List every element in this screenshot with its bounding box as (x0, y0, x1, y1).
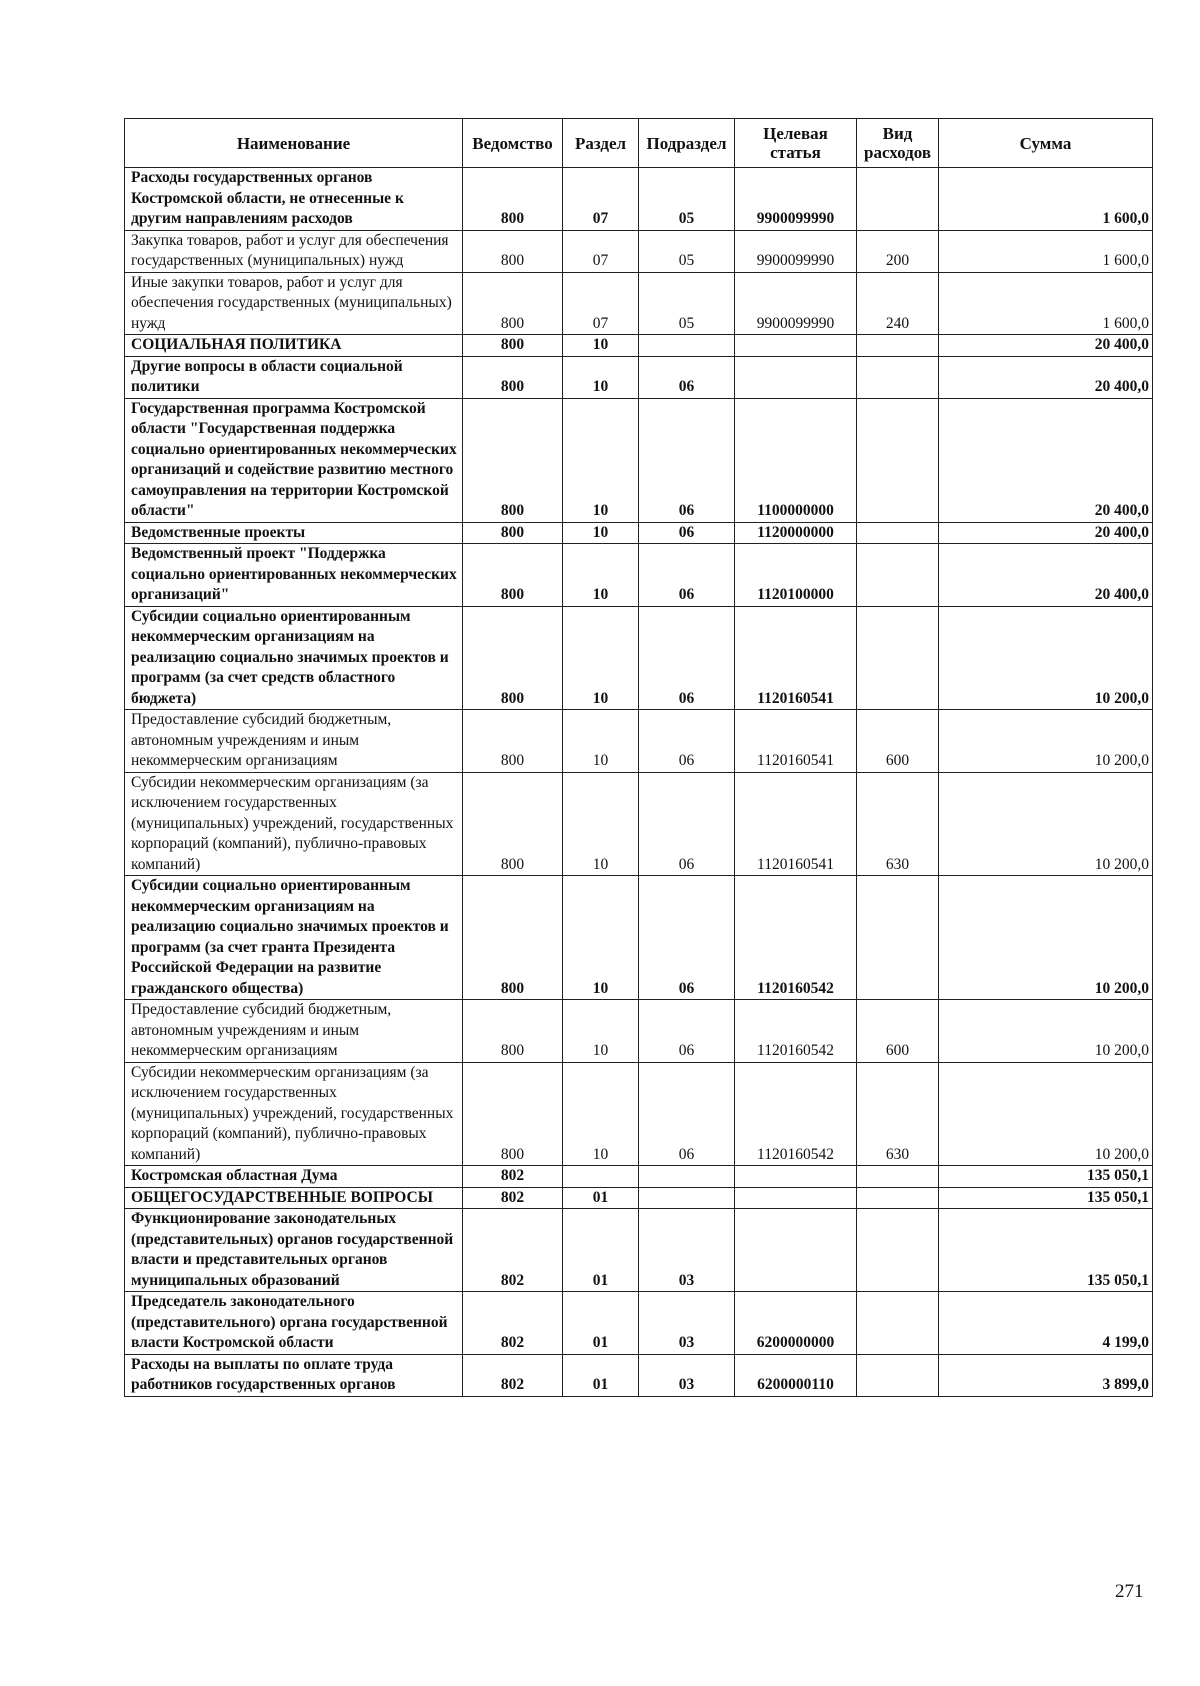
cell-name: Функционирование законодательных (представительных) органов государственной власти и представительных органов муниципальных образований (125, 1209, 463, 1292)
cell-sum: 135 050,1 (939, 1166, 1153, 1188)
cell-target-article (735, 335, 857, 357)
cell-department: 802 (463, 1292, 563, 1355)
cell-name: Иные закупки товаров, работ и услуг для обеспечения государственных (муниципальных) нужд (125, 272, 463, 335)
cell-section: 10 (563, 1062, 639, 1166)
cell-department: 800 (463, 1062, 563, 1166)
cell-target-article: 9900099990 (735, 230, 857, 272)
cell-subsection: 03 (639, 1354, 735, 1396)
cell-subsection (639, 335, 735, 357)
cell-department: 802 (463, 1209, 563, 1292)
cell-subsection: 05 (639, 168, 735, 231)
cell-department: 800 (463, 1000, 563, 1063)
cell-name: ОБЩЕГОСУДАРСТВЕННЫЕ ВОПРОСЫ (125, 1187, 463, 1209)
cell-name: Расходы на выплаты по оплате труда работников государственных органов (125, 1354, 463, 1396)
table-row (125, 710, 1153, 773)
cell-department: 800 (463, 772, 563, 876)
table-row (125, 272, 1153, 335)
cell-sum: 10 200,0 (939, 710, 1153, 773)
header-name: Наименование (125, 119, 463, 168)
table-row (125, 772, 1153, 876)
cell-expense-type: 240 (857, 272, 939, 335)
cell-expense-type: 600 (857, 710, 939, 773)
cell-target-article: 1120160541 (735, 606, 857, 710)
cell-target-article (735, 1166, 857, 1188)
page-number: 271 (1115, 1581, 1144, 1602)
cell-subsection: 06 (639, 544, 735, 607)
cell-expense-type (857, 335, 939, 357)
cell-section: 10 (563, 356, 639, 398)
cell-department: 802 (463, 1354, 563, 1396)
cell-section: 01 (563, 1187, 639, 1209)
cell-department: 800 (463, 356, 563, 398)
table-row (125, 1062, 1153, 1166)
cell-department: 802 (463, 1187, 563, 1209)
cell-sum: 1 600,0 (939, 230, 1153, 272)
cell-expense-type: 600 (857, 1000, 939, 1063)
cell-department: 800 (463, 335, 563, 357)
cell-expense-type (857, 606, 939, 710)
table-row (125, 1000, 1153, 1063)
cell-name: Костромская областная Дума (125, 1166, 463, 1188)
cell-expense-type: 630 (857, 772, 939, 876)
cell-section (563, 1166, 639, 1188)
cell-subsection: 06 (639, 772, 735, 876)
table-row (125, 522, 1153, 544)
cell-name: Другие вопросы в области социальной политики (125, 356, 463, 398)
cell-section: 01 (563, 1292, 639, 1355)
cell-name: Субсидии социально ориентированным некоммерческим организациям на реализацию социально значимых проектов и программ (за счет средств областного бюджета) (125, 606, 463, 710)
cell-department: 800 (463, 272, 563, 335)
cell-subsection: 03 (639, 1292, 735, 1355)
cell-subsection: 06 (639, 876, 735, 1000)
cell-sum: 10 200,0 (939, 1062, 1153, 1166)
cell-target-article: 1120160541 (735, 710, 857, 773)
cell-target-article: 1100000000 (735, 398, 857, 522)
cell-name: Ведомственный проект "Поддержка социально ориентированных некоммерческих организаций" (125, 544, 463, 607)
table-row (125, 544, 1153, 607)
cell-target-article: 9900099990 (735, 168, 857, 231)
cell-department: 800 (463, 710, 563, 773)
cell-name: Расходы государственных органов Костромской области, не отнесенные к другим направлениям расходов (125, 168, 463, 231)
cell-subsection: 05 (639, 272, 735, 335)
cell-target-article: 1120160542 (735, 1062, 857, 1166)
cell-department: 800 (463, 522, 563, 544)
cell-target-article: 9900099990 (735, 272, 857, 335)
cell-department: 802 (463, 1166, 563, 1188)
cell-target-article: 1120100000 (735, 544, 857, 607)
cell-subsection: 06 (639, 398, 735, 522)
cell-subsection: 06 (639, 606, 735, 710)
cell-department: 800 (463, 876, 563, 1000)
cell-target-article (735, 356, 857, 398)
cell-name: Председатель законодательного (представительного) органа государственной власти Костромской области (125, 1292, 463, 1355)
cell-expense-type (857, 1187, 939, 1209)
cell-sum: 135 050,1 (939, 1187, 1153, 1209)
cell-name: Закупка товаров, работ и услуг для обеспечения государственных (муниципальных) нужд (125, 230, 463, 272)
cell-target-article: 1120000000 (735, 522, 857, 544)
cell-target-article: 6200000000 (735, 1292, 857, 1355)
cell-sum: 1 600,0 (939, 272, 1153, 335)
cell-target-article: 1120160541 (735, 772, 857, 876)
cell-target-article (735, 1187, 857, 1209)
cell-section: 10 (563, 544, 639, 607)
table-row (125, 356, 1153, 398)
table-row (125, 398, 1153, 522)
header-subsection: Подраздел (639, 119, 735, 168)
cell-expense-type (857, 1209, 939, 1292)
table-row (125, 606, 1153, 710)
cell-department: 800 (463, 230, 563, 272)
table-row (125, 1209, 1153, 1292)
table-row (125, 876, 1153, 1000)
cell-expense-type (857, 876, 939, 1000)
cell-expense-type (857, 1166, 939, 1188)
cell-name: Субсидии некоммерческим организациям (за исключением государственных (муниципальных) учреждений, государственных корпораций (компаний), публично-правовых компаний) (125, 1062, 463, 1166)
table-row (125, 335, 1153, 357)
cell-section: 07 (563, 272, 639, 335)
cell-sum: 10 200,0 (939, 1000, 1153, 1063)
cell-sum: 20 400,0 (939, 544, 1153, 607)
table-row (125, 1292, 1153, 1355)
cell-name: СОЦИАЛЬНАЯ ПОЛИТИКА (125, 335, 463, 357)
cell-section: 10 (563, 398, 639, 522)
table-row (125, 168, 1153, 231)
cell-section: 10 (563, 606, 639, 710)
cell-name: Ведомственные проекты (125, 522, 463, 544)
cell-sum: 10 200,0 (939, 606, 1153, 710)
cell-subsection: 05 (639, 230, 735, 272)
cell-target-article: 6200000110 (735, 1354, 857, 1396)
cell-expense-type (857, 398, 939, 522)
cell-sum: 20 400,0 (939, 522, 1153, 544)
cell-target-article (735, 1209, 857, 1292)
cell-sum: 10 200,0 (939, 876, 1153, 1000)
cell-sum: 4 199,0 (939, 1292, 1153, 1355)
header-target-article: Целевая статья (735, 119, 857, 168)
cell-section: 07 (563, 168, 639, 231)
header-sum: Сумма (939, 119, 1153, 168)
cell-section: 10 (563, 335, 639, 357)
cell-subsection: 06 (639, 522, 735, 544)
cell-target-article: 1120160542 (735, 876, 857, 1000)
table-header-row (125, 119, 1153, 168)
cell-sum: 20 400,0 (939, 356, 1153, 398)
cell-subsection: 03 (639, 1209, 735, 1292)
cell-sum: 135 050,1 (939, 1209, 1153, 1292)
table-row (125, 1354, 1153, 1396)
cell-name: Государственная программа Костромской области "Государственная поддержка социально ориентированных некоммерческих организаций и содействие развитию местного самоуправления на территории Костромской области" (125, 398, 463, 522)
cell-sum: 10 200,0 (939, 772, 1153, 876)
cell-subsection: 06 (639, 1000, 735, 1063)
cell-department: 800 (463, 544, 563, 607)
cell-expense-type (857, 356, 939, 398)
budget-table (124, 118, 1153, 1397)
cell-section: 01 (563, 1209, 639, 1292)
cell-department: 800 (463, 606, 563, 710)
cell-department: 800 (463, 168, 563, 231)
cell-section: 10 (563, 710, 639, 773)
cell-expense-type: 630 (857, 1062, 939, 1166)
table-row (125, 1166, 1153, 1188)
cell-expense-type (857, 168, 939, 231)
cell-subsection (639, 1187, 735, 1209)
cell-expense-type (857, 1292, 939, 1355)
cell-sum: 20 400,0 (939, 335, 1153, 357)
cell-section: 01 (563, 1354, 639, 1396)
cell-sum: 1 600,0 (939, 168, 1153, 231)
cell-expense-type (857, 522, 939, 544)
table-row (125, 230, 1153, 272)
cell-section: 10 (563, 876, 639, 1000)
cell-section: 10 (563, 522, 639, 544)
header-department: Ведомство (463, 119, 563, 168)
cell-sum: 20 400,0 (939, 398, 1153, 522)
cell-subsection: 06 (639, 356, 735, 398)
cell-expense-type (857, 1354, 939, 1396)
table-body (125, 168, 1153, 1397)
cell-name: Субсидии некоммерческим организациям (за исключением государственных (муниципальных) учреждений, государственных корпораций (компаний), публично-правовых компаний) (125, 772, 463, 876)
cell-expense-type: 200 (857, 230, 939, 272)
cell-department: 800 (463, 398, 563, 522)
cell-target-article: 1120160542 (735, 1000, 857, 1063)
cell-section: 10 (563, 1000, 639, 1063)
cell-name: Субсидии социально ориентированным некоммерческим организациям на реализацию социально значимых проектов и программ (за счет гранта Президента Российской Федерации на развитие гражданского общества) (125, 876, 463, 1000)
cell-subsection: 06 (639, 710, 735, 773)
cell-expense-type (857, 544, 939, 607)
cell-section: 07 (563, 230, 639, 272)
cell-name: Предоставление субсидий бюджетным, автономным учреждениям и иным некоммерческим организациям (125, 1000, 463, 1063)
header-section: Раздел (563, 119, 639, 168)
cell-sum: 3 899,0 (939, 1354, 1153, 1396)
table-row (125, 1187, 1153, 1209)
cell-subsection: 06 (639, 1062, 735, 1166)
cell-section: 10 (563, 772, 639, 876)
cell-subsection (639, 1166, 735, 1188)
header-expense-type: Вид расходов (857, 119, 939, 168)
cell-name: Предоставление субсидий бюджетным, автономным учреждениям и иным некоммерческим организациям (125, 710, 463, 773)
